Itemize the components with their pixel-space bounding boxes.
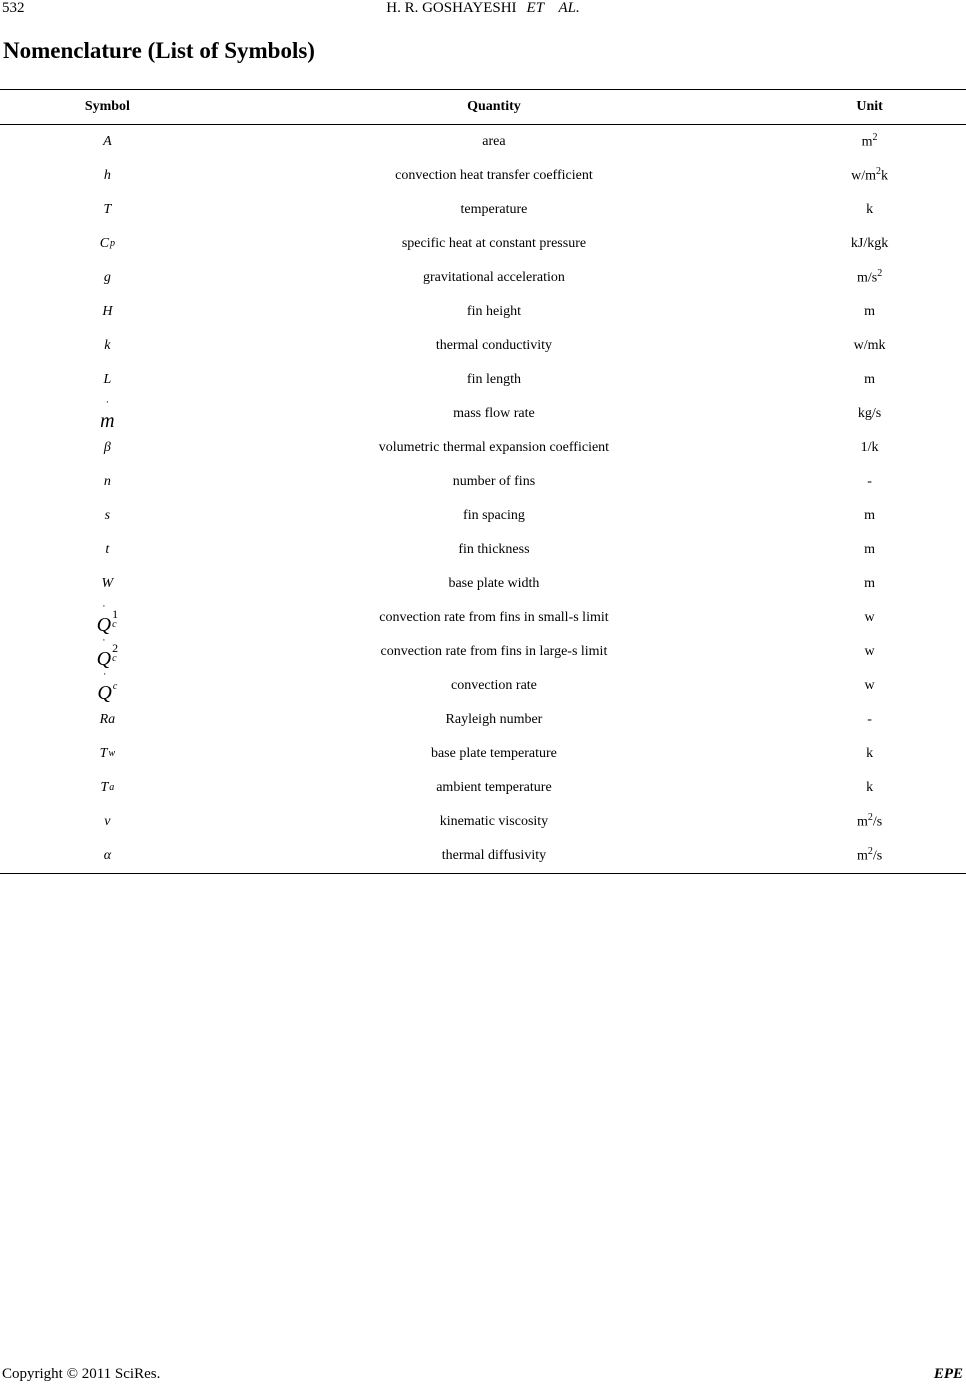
symbol-base: L xyxy=(103,372,112,387)
unit-superscript: 2 xyxy=(872,132,878,144)
unit-superscript: 2 xyxy=(877,268,883,280)
symbol xyxy=(100,399,114,431)
table-row xyxy=(0,125,966,160)
unit-cell xyxy=(773,431,966,465)
quantity-cell: fin length xyxy=(466,372,521,387)
table-row xyxy=(0,601,966,635)
symbol-cell xyxy=(0,771,215,805)
symbol-cell xyxy=(0,499,215,533)
unit-base: m xyxy=(861,134,873,150)
quantity-cell: area xyxy=(482,134,506,149)
symbol-base: C xyxy=(99,236,110,251)
unit-cell xyxy=(773,805,966,839)
quantity-cell: thermal conductivity xyxy=(435,338,553,353)
unit-base: w/m xyxy=(851,168,877,184)
quantity-cell: volumetric thermal expansion coefficient xyxy=(378,440,610,455)
unit-cell xyxy=(773,737,966,771)
symbol-base: g xyxy=(103,270,111,285)
symbol-base: α xyxy=(103,848,112,863)
symbol-subscript: c xyxy=(112,618,117,630)
table-row xyxy=(0,805,966,839)
quantity-cell: fin height xyxy=(466,304,521,319)
dot-accent: ˙ xyxy=(105,397,110,412)
dotted-symbol xyxy=(97,603,111,635)
unit-cell xyxy=(773,397,966,431)
unit-base: m xyxy=(864,372,876,387)
table-row xyxy=(0,159,966,193)
unit-cell xyxy=(773,567,966,601)
symbol-base: m xyxy=(100,409,115,432)
unit-base: kg/s xyxy=(857,406,882,421)
symbol-subscript: c xyxy=(112,652,117,664)
symbol-scripts xyxy=(108,749,115,759)
symbol-scripts xyxy=(112,608,118,630)
quantity-cell: number of fins xyxy=(452,474,536,489)
symbol-cell xyxy=(0,159,215,193)
table-row xyxy=(0,363,966,397)
symbol-subscript: p xyxy=(110,238,116,249)
symbol xyxy=(102,305,112,319)
table-row xyxy=(0,635,966,669)
table-row xyxy=(0,839,966,874)
table-row xyxy=(0,737,966,771)
symbol-cell xyxy=(0,533,215,567)
unit-base: k xyxy=(866,202,874,217)
unit-base: 1/k xyxy=(860,440,879,455)
symbol-scripts xyxy=(112,642,118,664)
unit-base: k xyxy=(866,780,874,795)
quantity-cell: Rayleigh number xyxy=(445,712,543,727)
unit-superscript: 2 xyxy=(876,166,882,178)
symbol-subscript: w xyxy=(108,748,116,759)
symbol-cell xyxy=(0,295,215,329)
unit-suffix: /s xyxy=(872,814,883,830)
unit-base: m xyxy=(856,848,868,864)
table-row xyxy=(0,329,966,363)
page-number: 532 xyxy=(2,0,25,16)
symbol xyxy=(103,373,111,387)
symbol-superscript: 1 xyxy=(112,606,119,621)
symbol xyxy=(104,815,110,829)
copyright: Copyright © 2011 SciRes. xyxy=(2,1366,161,1382)
symbol-base: W xyxy=(101,576,114,591)
unit-base: m xyxy=(864,576,876,591)
dot-accent: ˙ xyxy=(101,635,106,650)
quantity-cell: convection rate xyxy=(450,678,537,693)
table-row xyxy=(0,193,966,227)
symbol-cell xyxy=(0,703,215,737)
table-row xyxy=(0,499,966,533)
symbol-cell xyxy=(0,363,215,397)
symbol-subscript: c xyxy=(112,680,118,692)
symbol-base: H xyxy=(102,304,113,319)
symbol xyxy=(104,849,111,863)
journal-abbrev: EPE xyxy=(933,1366,963,1382)
running-head-authors: H. R. GOSHAYESHI xyxy=(386,0,517,16)
symbol xyxy=(104,339,110,353)
unit-superscript: 2 xyxy=(867,846,873,858)
dot-accent: ˙ xyxy=(102,669,107,684)
symbol-cell xyxy=(0,329,215,363)
symbol-base: Q xyxy=(96,647,112,670)
symbol xyxy=(103,135,112,149)
unit-base: m xyxy=(864,304,876,319)
quantity-cell: ambient temperature xyxy=(436,780,552,795)
symbol-cell xyxy=(0,669,215,703)
symbol-base: s xyxy=(104,508,111,523)
symbol-cell xyxy=(0,567,215,601)
symbol-cell xyxy=(0,261,215,295)
unit-base: w xyxy=(864,644,875,659)
symbol-base: k xyxy=(104,338,111,353)
symbol-cell xyxy=(0,601,215,635)
section-title: Nomenclature (List of Symbols) xyxy=(3,38,315,63)
table-row xyxy=(0,703,966,737)
symbol-cell xyxy=(0,465,215,499)
dotted-symbol xyxy=(97,637,111,669)
table-header-row xyxy=(0,90,966,125)
symbol xyxy=(100,713,116,727)
symbol-cell xyxy=(0,431,215,465)
symbol-base: T xyxy=(103,202,112,217)
symbol-cell xyxy=(0,737,215,771)
symbol-base: Q xyxy=(96,613,112,636)
table-row xyxy=(0,227,966,261)
unit-base: w xyxy=(864,610,875,625)
unit-cell xyxy=(773,193,966,227)
symbol xyxy=(100,747,115,761)
symbol xyxy=(104,475,111,489)
unit-cell xyxy=(773,839,966,874)
unit-cell xyxy=(773,329,966,363)
symbol-cell xyxy=(0,397,215,431)
unit-base: m xyxy=(864,508,876,523)
unit-cell xyxy=(773,125,966,160)
symbol xyxy=(97,671,117,703)
symbol-cell xyxy=(0,805,215,839)
unit-cell xyxy=(773,363,966,397)
quantity-cell: fin spacing xyxy=(463,508,525,523)
unit-base: - xyxy=(867,474,872,489)
unit-superscript: 2 xyxy=(867,812,873,824)
table-row xyxy=(0,295,966,329)
symbol xyxy=(100,781,114,795)
quantity-cell: convection rate from fins in large-s limit xyxy=(380,644,608,659)
dotted-symbol xyxy=(97,671,111,703)
symbol xyxy=(104,271,111,285)
unit-base: - xyxy=(867,712,872,727)
running-head xyxy=(386,0,580,17)
symbol-cell xyxy=(0,125,215,160)
symbol xyxy=(97,603,118,635)
symbol-base: h xyxy=(103,168,111,183)
column-header-symbol: Symbol xyxy=(84,99,130,114)
quantity-cell: convection heat transfer coefficient xyxy=(395,168,593,183)
table-row xyxy=(0,533,966,567)
symbol xyxy=(104,169,111,183)
quantity-cell: specific heat at constant pressure xyxy=(401,236,587,251)
quantity-cell: convection rate from fins in small-s limit xyxy=(379,610,609,625)
unit-base: kJ/kgk xyxy=(850,236,889,251)
symbol-base: Ra xyxy=(99,712,116,727)
symbol xyxy=(104,441,111,455)
symbol-superscript: 2 xyxy=(112,640,119,655)
symbol-base: t xyxy=(105,542,110,557)
table-row xyxy=(0,567,966,601)
symbol xyxy=(105,509,110,523)
unit-base: w/mk xyxy=(853,338,886,353)
symbol-base: T xyxy=(100,780,109,795)
unit-suffix: /s xyxy=(872,848,883,864)
symbol-cell xyxy=(0,193,215,227)
unit-cell xyxy=(773,703,966,737)
unit-cell xyxy=(773,159,966,193)
symbol-base: v xyxy=(104,814,111,829)
symbol-cell xyxy=(0,839,215,874)
symbol-scripts xyxy=(113,682,117,692)
column-header-unit: Unit xyxy=(856,99,883,114)
unit-base: m xyxy=(856,814,868,830)
nomenclature-table xyxy=(0,89,966,874)
running-head-etal: ET AL. xyxy=(526,0,580,16)
table-row xyxy=(0,465,966,499)
unit-cell xyxy=(773,635,966,669)
symbol-cell xyxy=(0,227,215,261)
symbol-base: T xyxy=(99,746,108,761)
unit-suffix: k xyxy=(881,168,889,184)
unit-cell xyxy=(773,601,966,635)
quantity-cell: fin thickness xyxy=(458,542,530,557)
symbol xyxy=(100,237,115,251)
quantity-cell: mass flow rate xyxy=(453,406,535,421)
unit-base: w xyxy=(864,678,875,693)
symbol xyxy=(103,203,111,217)
unit-base: k xyxy=(866,746,874,761)
table-row xyxy=(0,669,966,703)
unit-cell xyxy=(773,499,966,533)
unit-base: m/s xyxy=(856,270,878,286)
table-row xyxy=(0,771,966,805)
quantity-cell: thermal diffusivity xyxy=(441,848,547,863)
quantity-cell: kinematic viscosity xyxy=(439,814,549,829)
symbol xyxy=(97,637,118,669)
unit-cell xyxy=(773,465,966,499)
quantity-cell: base plate width xyxy=(448,576,540,591)
quantity-cell: temperature xyxy=(460,202,528,217)
dot-accent: ˙ xyxy=(101,601,106,616)
symbol xyxy=(102,577,114,591)
symbol-base: β xyxy=(103,440,111,455)
symbol-base: Q xyxy=(97,681,112,704)
symbol-base: A xyxy=(103,134,112,149)
table-row xyxy=(0,431,966,465)
symbol-scripts xyxy=(110,239,115,249)
symbol xyxy=(105,543,109,557)
unit-base: m xyxy=(864,542,876,557)
quantity-cell: gravitational acceleration xyxy=(423,270,565,285)
symbol-base: n xyxy=(103,474,111,489)
unit-cell xyxy=(773,669,966,703)
unit-cell xyxy=(773,533,966,567)
table-row xyxy=(0,397,966,431)
quantity-cell: base plate temperature xyxy=(430,746,557,761)
unit-cell xyxy=(773,227,966,261)
column-header-quantity: Quantity xyxy=(467,99,521,114)
unit-cell xyxy=(773,261,966,295)
symbol-cell xyxy=(0,635,215,669)
symbol-subscript: a xyxy=(109,782,115,793)
unit-cell xyxy=(773,295,966,329)
table-row xyxy=(0,261,966,295)
symbol-scripts xyxy=(109,783,114,793)
dotted-symbol xyxy=(100,399,114,431)
unit-cell xyxy=(773,771,966,805)
